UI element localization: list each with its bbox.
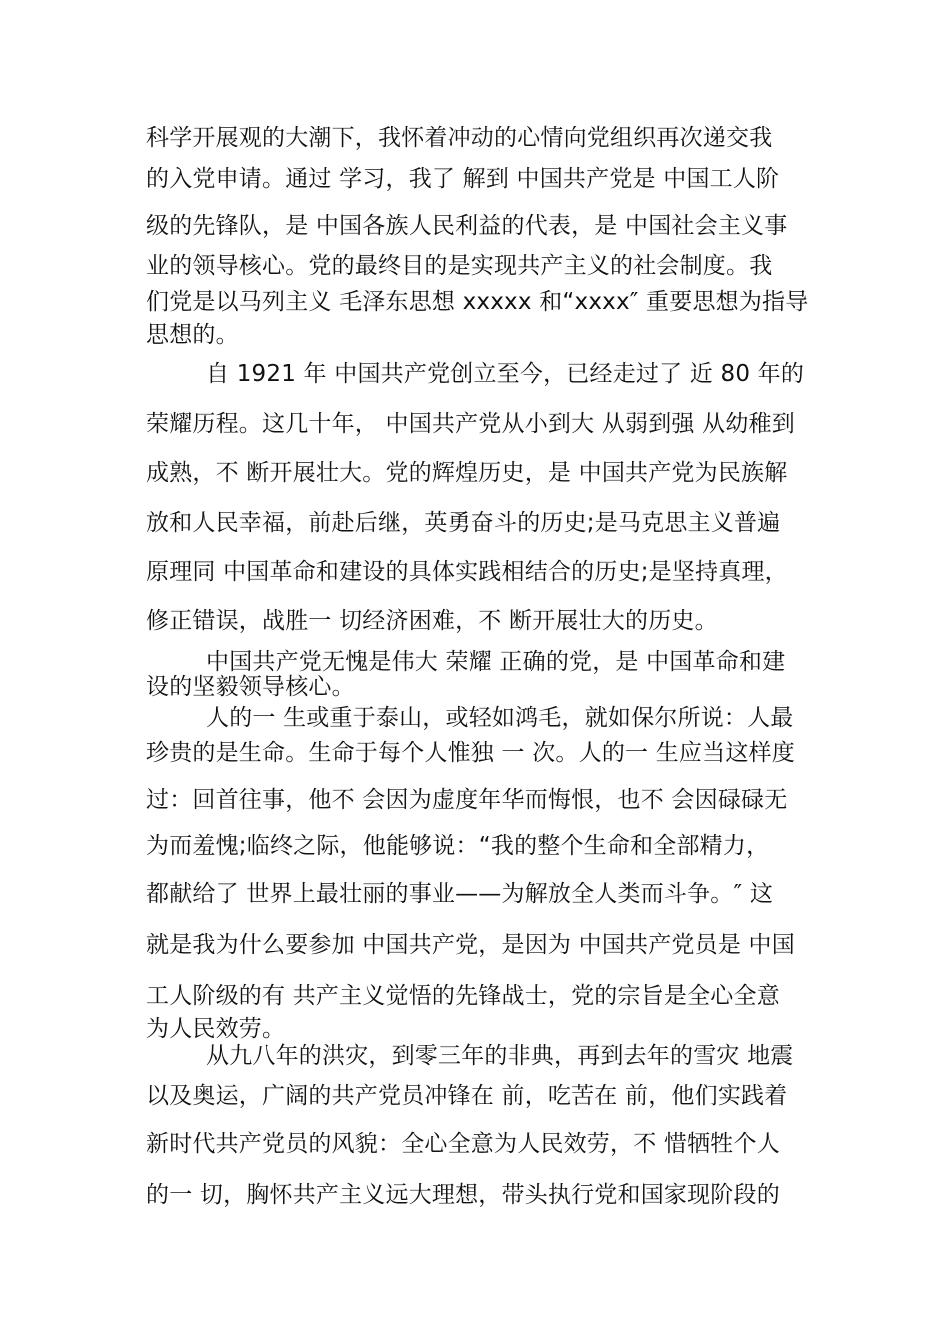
text-line: 修正错误，战胜一 切经济困难，不 断开展壮大的历史。 bbox=[146, 608, 718, 634]
text-line: 过：回首往事，他不 会因为虚度年华而悔恨，也不 会因碌碌无 bbox=[146, 787, 788, 813]
text-line: 工人阶级的有 共产主义觉悟的先锋战士，党的宗旨是全心全意 bbox=[146, 983, 780, 1009]
text-line: 级的先锋队，是 中国各族人民利益的代表，是 中国社会主义事 bbox=[146, 213, 788, 239]
text-line: 为人民效劳。 bbox=[146, 1016, 286, 1042]
text-line: 成熟，不 断开展壮大。党的辉煌历史，是 中国共产党为民族解 bbox=[146, 460, 788, 486]
text-line: 新时代共产党员的风貌：全心全意为人民效劳，不 惜牺牲个人 bbox=[146, 1131, 780, 1157]
text-line: 业的领导核心。党的最终目的是实现共产主义的社会制度。我 bbox=[146, 253, 773, 279]
text-line: 原理同 中国革命和建设的具体实践相结合的历史;是坚持真理， bbox=[146, 559, 788, 585]
text-line: 以及奥运，广阔的共产党员冲锋在 前，吃苦在 前，他们实践着 bbox=[146, 1083, 788, 1109]
text-line: 的入党申请。通过 学习，我了 解到 中国共产党是 中国工人阶 bbox=[146, 166, 780, 192]
text-line: 中国共产党无愧是伟大 荣耀 正确的党，是 中国革命和建 bbox=[206, 649, 786, 675]
text-line: 荣耀历程。这几十年， 中国共产党从小到大 从弱到强 从幼稚到 bbox=[146, 411, 795, 437]
text-line: 设的坚毅领导核心。 bbox=[146, 674, 355, 700]
text-line: 科学开展观的大潮下，我怀着冲动的心情向党组织再次递交我 bbox=[146, 125, 773, 151]
text-line: 都献给了 世界上最壮丽的事业——为解放全人类而斗争。″ 这 bbox=[146, 881, 774, 907]
text-line: 珍贵的是生命。生命于每个人惟独 一 次。人的一 生应当这样度 bbox=[146, 740, 795, 766]
text-line: 自 1921 年 中国共产党创立至今，已经走过了 近 80 年的 bbox=[206, 361, 805, 387]
text-line: 就是我为什么要参加 中国共产党，是因为 中国共产党员是 中国 bbox=[146, 932, 795, 958]
text-line: 们党是以马列主义 毛泽东思想 xxxxx 和“xxxx″ 重要思想为指导 bbox=[146, 289, 809, 315]
text-line: 的一 切，胸怀共产主义远大理想，带头执行党和国家现阶段的 bbox=[146, 1182, 780, 1208]
text-line: 思想的。 bbox=[146, 322, 239, 348]
text-line: 放和人民幸福，前赴后继，英勇奋斗的历史;是马克思主义普遍 bbox=[146, 510, 781, 536]
text-line: 为而羞愧;临终之际，他能够说：“我的整个生命和全部精力， bbox=[146, 833, 770, 859]
text-line: 从九八年的洪灾，到零三年的非典，再到去年的雪灾 地震 bbox=[206, 1043, 794, 1069]
text-line: 人的一 生或重于泰山，或轻如鸿毛，就如保尔所说：人最 bbox=[206, 705, 794, 731]
